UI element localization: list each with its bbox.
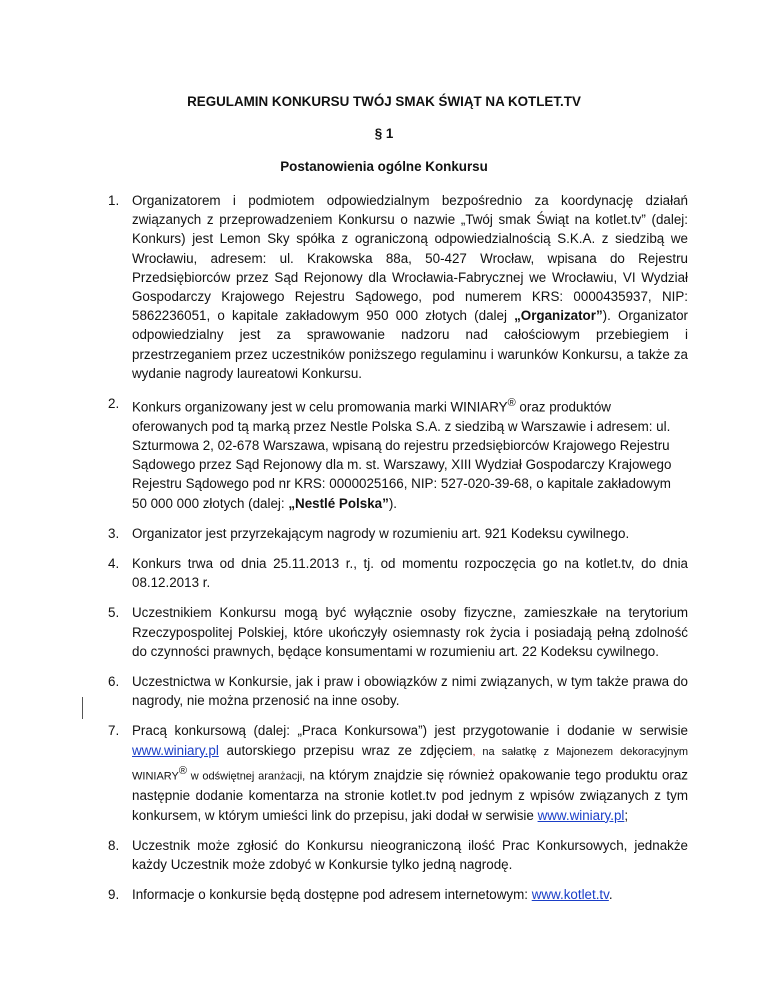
registered-mark: ® (507, 397, 516, 410)
item-text: Konkurs trwa od dnia 25.11.2013 r., tj. od momentu rozpoczęcia go na kotlet.tv, do dnia 08.12.2013 r. (132, 555, 688, 591)
item-number: 4. (108, 555, 120, 571)
item-text: Organizatorem i podmiotem odpowiedzialnym bezpośrednio za koordynację działań związanych z przeprowadzeniem Konkursu o nazwie „Twój smak Świąt na kotlet.tv” (dalej: Konkurs) jest Lemon Sky spółka z ograniczoną odpowiedzialnością S.K.A. z siedzibą we Wrocławiu, adresem: ul. Krakowska 88a, 50-427 Wrocław, wpisana do Rejestru Przedsiębiorców przez Sąd Rejonowy dla Wrocławia-Fabrycznej we Wrocławiu, VI Wydział Gospodarczy Krajowego Rejestru Sądowego, pod numerem KRS: 0000435937, NIP: 5862236051, o kapitale zakładowym 950 000 złotych (dalej (132, 193, 688, 324)
list-item-5 (108, 603, 688, 661)
list-item-2 (108, 394, 688, 513)
item-text: Konkurs organizowany jest w celu promowania marki WINIARY (132, 399, 508, 415)
revision-bar (82, 697, 83, 719)
section-heading: Postanowienia ogólne Konkursu (280, 159, 488, 174)
item-text: na którym znajdzie się również opakowanie tego produktu oraz następnie dodanie komentarza na stronie kotlet.tv pod jednym z wpisów związanych z tym konkursem, w którym umieści link do przepisu, jaki dodał w serwisie (132, 767, 688, 823)
rules-list (108, 191, 688, 915)
list-item-3 (108, 524, 688, 543)
item-text: Uczestnictwa w Konkursie, jak i praw i obowiązków z nimi związanych, w tym także prawa do nagrody, nie można przenosić na inne osoby. (132, 673, 688, 709)
list-item-8 (108, 836, 688, 874)
list-item-4 (108, 554, 688, 592)
item-text: Uczestnikiem Konkursu mogą być wyłącznie osoby fizyczne, zamieszkałe na terytorium Rzeczypospolitej Polskiej, które ukończyły osiemnasty rok życia i posiadają pełną zdolność do czynności prawnych, będące konsumentami w rozumieniu art. 22 Kodeksu cywilnego. (132, 605, 688, 659)
registered-mark: ® (178, 764, 187, 777)
list-item-7 (108, 721, 688, 824)
item-number: 9. (108, 887, 120, 903)
item-number: 3. (108, 525, 120, 541)
item-number: 1. (108, 193, 120, 208)
item-text: ; (624, 807, 629, 823)
revision-mark: , (472, 746, 476, 758)
item-text: Organizator jest przyrzekającym nagrody w rozumieniu art. 921 Kodeksu cywilnego. (132, 525, 630, 541)
item-number: 5. (108, 605, 120, 621)
item-text: ). (388, 495, 397, 511)
item-text: . (608, 887, 613, 903)
item-number: 7. (108, 723, 120, 739)
item-small-text: w odświętnej aranżacji, (186, 770, 306, 783)
item-bold-term: „Organizator” (514, 308, 603, 324)
item-text: Informacje o konkursie będą dostępne pod adresem internetowym: (132, 887, 532, 903)
item-text: autorskiego przepisu wraz ze zdjęciem (218, 742, 473, 758)
item-text: ). Organizator odpowiedzialny jest za sprawowanie nadzoru nad całościowym przebiegiem i przestrzeganiem przez uczestników poniższego regulaminu i warunków Konkursu, a także za wydanie nagrody laureatowi Konkursu. (132, 308, 688, 381)
kotlet-link[interactable]: www.kotlet.tv (531, 887, 609, 903)
item-text: oraz produktów oferowanych pod tą marką przez Nestle Polska S.A. z siedzibą w Warszawie i adresem: ul. Szturmowa 2, 02-678 Warszawa, wpisaną do rejestru przedsiębiorców Krajowego Rejestru Sądowego przez Sąd Rejonowy dla m. st. Warszawy, XIII Wydział Gospodarczy Krajowego Rejestru Sądowego pod nr KRS: 0000025166, NIP: 527-020-39-68, o kapitale zakładowym 50 000 000 złotych (dalej: (132, 399, 672, 511)
list-item-6 (108, 672, 688, 710)
item-number: 8. (108, 837, 120, 853)
item-text: Uczestnik może zgłosić do Konkursu nieograniczoną ilość Prac Konkursowych, jednakże każdy Uczestnik może zdobyć w Konkursie tylko jedną nagrodę. (132, 837, 688, 873)
document-title: REGULAMIN KONKURSU TWÓJ SMAK ŚWIĄT NA KOTLET.TV (187, 94, 581, 109)
item-text: Pracą konkursową (dalej: „Praca Konkursowa”) jest przygotowanie i dodanie w serwisie (132, 723, 688, 739)
winiary-link[interactable]: www.winiary.pl (132, 742, 219, 758)
list-item-1 (108, 191, 688, 383)
item-number: 6. (108, 673, 120, 689)
item-bold-term: „Nestlé Polska” (288, 495, 389, 511)
item-number: 2. (108, 396, 120, 412)
section-number: § 1 (374, 126, 394, 141)
winiary-link[interactable]: www.winiary.pl (537, 807, 625, 823)
list-item-9 (108, 885, 688, 904)
item-small-text: na sałatkę z Majonezem dekoracyjnym WINIARY (132, 745, 688, 783)
